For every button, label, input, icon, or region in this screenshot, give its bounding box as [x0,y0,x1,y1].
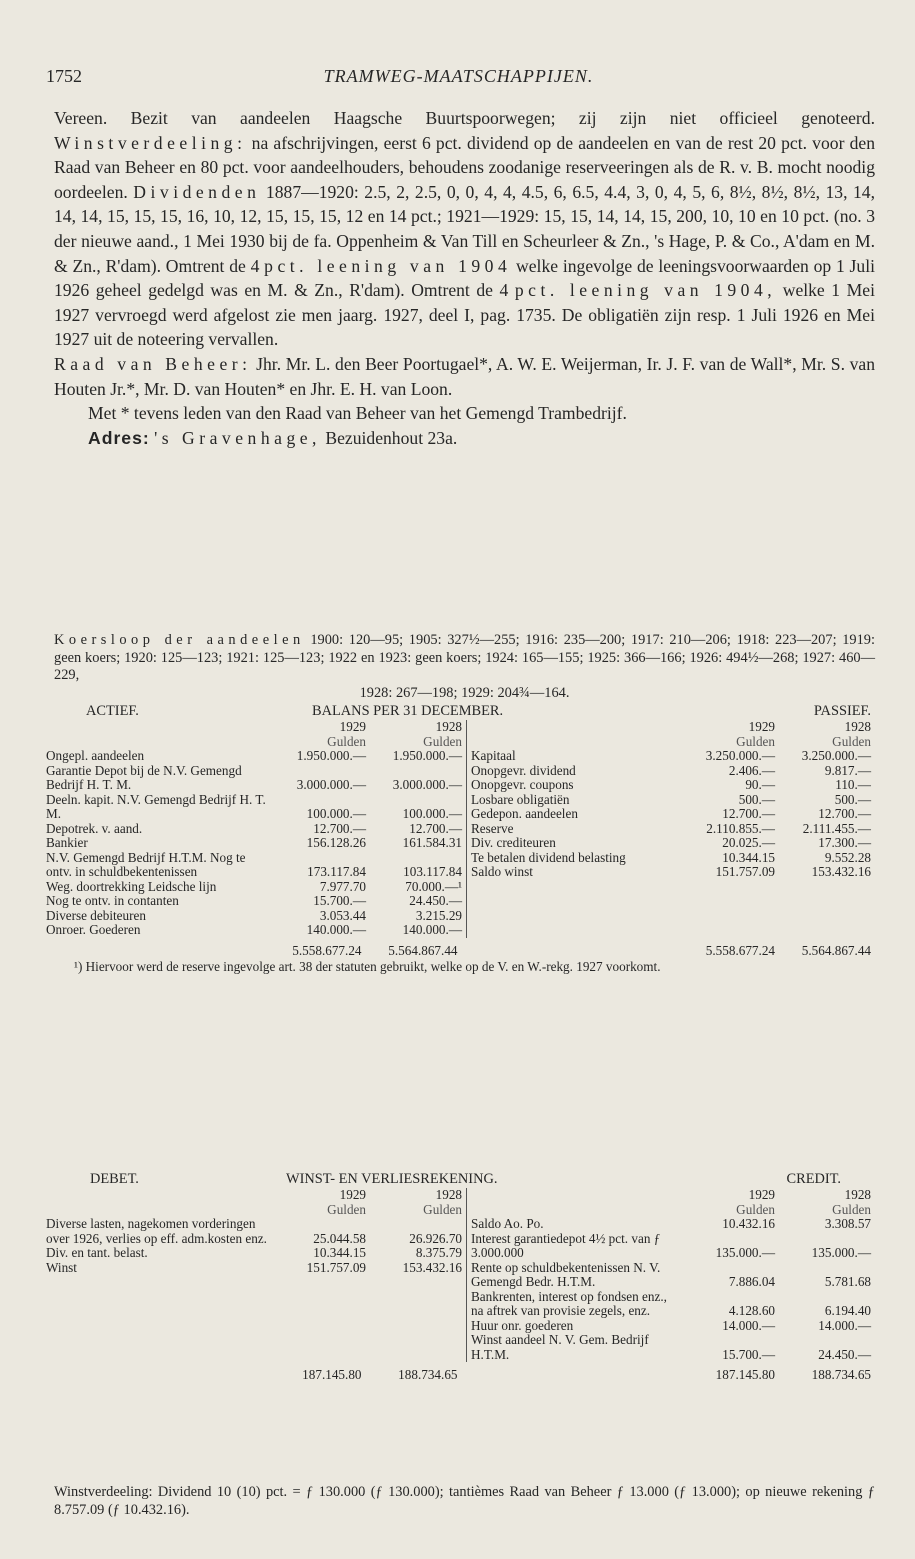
balance-totals: 5.558.677.24 5.564.867.44 5.558.677.24 5.564.867.44 [292,942,871,958]
value-1929: 10.344.15 [722,849,775,865]
value-1929: 500.— [738,791,775,807]
passief-heading: PASSIEF. [813,703,871,719]
value-1928: 14.000.— [818,1317,871,1333]
row-label: Nog te ontv. in contanten [46,893,179,908]
row-label: Diverse debiteuren [46,907,146,923]
share-price-history: Koersloop der aandeelen 1900: 120—95; 1905: 327½—255; 1916: 235—200; 1917: 210—206; 1918: 223—207; 1919: geen koers; 1920: 125—123; 1921: 125—123; 1922 en 1923: geen koers; 1924: 165—155; 1925: 366—166; 1926: 494½—268; 1927: 460—229, 1928: 267—198; 1929: 204¾—164. [54,632,875,701]
value-1928: 1.950.000.— [392,748,462,763]
value-1928: 9.552.28 [824,849,871,865]
credit-row [471,1217,871,1232]
debet-column: 1929 1928 Gulden Gulden Diverse lasten, nagekomen vorderingen over 1926, verlies op eff. adm.kosten enz. 25.044.58 26.926.70 Div. en tant. belast. 10.344.15 8.375.79 Winst 151.757.09 153.432.16 [46,1187,462,1275]
credit-row [471,1261,871,1290]
actief-column: 1929 1928 Gulden Gulden Ongepl. aandeelen 1.950.000.— 1.950.000.— Garantie Depot bij de N.V. Gemengd Bedrijf H. T. M. 3.000.000.— 3.000.000.— Deeln. kapit. N.V. Gemengd Bedrijf H. T. M. 100.000.— 100.000.— Depotrek. v. aand. 12.700.— 12.700.— Bankier 156.128.26 161.584.31 N.V. Gemengd Bedrijf H.T.M. Nog te ontv. in schuldbekentenissen 173.117.84 103.117.84 Weg. doortrekking Leidsche lijn 7.977.70 70.000.—¹ Nog te ontv. in contanten 15.700.— 24.450.— Diverse debiteuren 3.053.44 3.215.29 Onroer. Goederen 140.000.— 140.000.— [46,719,462,937]
passief-row [471,764,871,779]
value-1928: 6.194.40 [824,1303,871,1318]
page-header [46,66,871,90]
debet-row [46,1261,462,1276]
value-1929: 4.128.60 [728,1303,775,1318]
row-label: Huur onr. goederen [471,1317,574,1333]
passief-row [471,851,871,866]
passief-row [471,836,871,851]
row-label: Interest garantiedepot 4½ pct. van ƒ 3.000.000 [471,1230,661,1260]
credit-heading: CREDIT. [786,1171,841,1187]
value-1928: 26.926.70 [409,1230,462,1246]
actief-row [46,793,462,822]
value-1928: 103.117.84 [403,864,462,879]
value-1929: 3.053.44 [319,907,366,923]
actief-row [46,894,462,909]
value-1928: 12.700.— [409,820,462,836]
value-1929: 2.110.855.— [706,820,775,836]
value-1929: 156.128.26 [306,835,366,850]
balance-sheet [46,704,871,975]
running-title: TRAMWEG-MAATSCHAPPIJEN. [323,66,594,86]
value-1928: 3.215.29 [415,907,462,923]
value-1929: 1.950.000.— [296,748,366,763]
row-label: Te betalen dividend belasting [471,849,626,865]
value-1928: 153.432.16 [402,1259,462,1275]
actief-row [46,822,462,837]
passief-row [471,749,871,764]
passief-row [471,778,871,793]
value-1928: 70.000.—¹ [405,878,462,894]
value-1929: 100.000.— [306,806,366,821]
debet-heading: DEBET. [90,1171,139,1187]
value-1929: 3.000.000.— [296,777,366,792]
value-1928: 161.584.31 [402,835,462,850]
passief-row [471,822,871,837]
actief-row [46,764,462,793]
value-1928: 24.450.— [818,1346,871,1362]
actief-row [46,880,462,895]
value-1929: 151.757.09 [715,864,775,879]
row-label: Losbare obligatiën [471,791,570,807]
row-label: Ongepl. aandeelen [46,748,145,763]
value-1928: 9.817.— [824,762,871,778]
value-1928: 100.000.— [402,806,462,821]
value-1928: 140.000.— [402,922,462,937]
passief-row [471,865,871,880]
pl-title: WINST- EN VERLIESREKENING. [286,1171,498,1187]
actief-row [46,851,462,880]
value-1929: 140.000.— [306,922,366,937]
value-1929: 7.977.70 [319,878,366,894]
value-1929: 15.700.— [313,893,366,908]
paragraph-address: Adres: 's Gravenhage, Bezuidenhout 23a. [88,427,458,448]
passief-row [471,793,871,808]
value-1929: 25.044.58 [313,1230,366,1246]
row-label: Saldo Ao. Po. [471,1216,544,1231]
credit-row [471,1333,871,1362]
paragraph-note: Met * tevens leden van den Raad van Beheer van het Gemengd Trambedrijf. [88,403,627,424]
value-1928: 110.— [835,777,871,792]
value-1928: 8.375.79 [415,1245,462,1260]
row-label: Weg. doortrekking Leidsche lijn [46,878,217,894]
passief-column: 1929 1928 Gulden Gulden Kapitaal 3.250.000.— 3.250.000.— Onopgevr. dividend 2.406.— 9.817.— Onopgevr. coupons 90.— 110.— Losbare obligatiën 500.— 500.— Gedepon. aandeelen 12.700.— 12.700.— Reserve 2.110.855.— 2.111.455.— Div. crediteuren 20.025.— 17.300.— Te betalen dividend belasting 10.344.15 9.552.28 Saldo winst 151.757.09 153.432.16 [466,720,871,938]
row-label: Div. crediteuren [471,835,556,850]
page-number: 1752 [46,66,82,86]
value-1928: 2.111.455.— [802,820,871,836]
row-label: Diverse lasten, nagekomen vorderingen over 1926, verlies op eff. adm.kosten enz. [46,1216,267,1246]
value-1929: 90.— [745,777,775,792]
debet-row [46,1246,462,1261]
credit-row [471,1319,871,1334]
value-1929: 173.117.84 [307,864,366,879]
value-1929: 10.432.16 [722,1216,775,1231]
row-label: N.V. Gemengd Bedrijf H.T.M. Nog te ontv. in schuldbekentenissen [46,849,246,879]
row-label: Bankrenten, interest op fondsen enz., na aftrek van provisie zegels, enz. [471,1288,667,1318]
value-1928: 3.250.000.— [801,748,871,763]
actief-row [46,923,462,938]
pl-totals: 187.145.80 188.734.65 187.145.80 188.734.65 [302,1367,871,1382]
actief-heading: ACTIEF. [86,703,139,719]
value-1928: 12.700.— [818,806,871,821]
value-1929: 14.000.— [722,1317,775,1333]
value-1928: 5.781.68 [824,1274,871,1289]
actief-row [46,836,462,851]
row-label: Depotrek. v. aand. [46,820,143,836]
row-label: Div. en tant. belast. [46,1245,148,1260]
value-1929: 20.025.— [722,835,775,850]
row-label: Reserve [471,820,514,836]
value-1928: 24.450.— [409,893,462,908]
row-label: Onopgevr. coupons [471,777,574,792]
row-label: Rente op schuldbekentenissen N. V. Gemengd Bedr. H.T.M. [471,1259,661,1289]
value-1929: 2.406.— [728,762,775,778]
paragraph-board: Raad van Beheer: Jhr. Mr. L. den Beer Poortugael*, A. W. E. Weijerman, Ir. J. F. van de Wall*, Mr. S. van Houten Jr.*, Mr. D. van Houten* en Jhr. E. H. van Loon. [54,353,875,399]
value-1928: 500.— [834,791,871,807]
value-1929: 15.700.— [722,1346,775,1362]
value-1929: 135.000.— [715,1245,775,1260]
row-label: Onroer. Goederen [46,922,141,937]
value-1928: 135.000.— [811,1245,871,1260]
value-1929: 151.757.09 [306,1259,366,1275]
balance-footnote: ¹) Hiervoor werd de reserve ingevolge art. 38 der statuten gebruikt, welke op de V. en W.-rekg. 1927 voorkomt. [74,959,661,974]
company-description [54,106,875,450]
value-1928: 153.432.16 [811,864,871,879]
passief-row [471,807,871,822]
row-label: Saldo winst [471,864,533,879]
balance-title: BALANS PER 31 DECEMBER. [312,703,504,719]
paragraph-main: Vereen. Bezit van aandeelen Haagsche Buurtspoorwegen; zij zijn niet officieel genoteerd. Winstverdeeling: na afschrijvingen, eerst 6 pct. dividend op de aandeelen en van de rest 20 pct. voor den Raad van Beheer en 80 pct. voor aandeelhouders, behoudens zoodanige reserveeringen als de R. v. B. mocht noodig oordeelen. Dividenden 1887—1920: 2.5, 2, 2.5, 0, 0, 4, 4, 4.5, 6, 6.5, 4.4, 3, 0, 4, 5, 6, 8½, 8½, 8½, 13, 14, 14, 14, 15, 15, 15, 16, 10, 12, 15, 15, 15, 12 en 14 pct.; 1921—1929: 15, 15, 14, 14, 15, 200, 10, 10 en 10 pct. (no. 3 der nieuwe aand., 1 Mei 1930 bij de fa. Oppenheim & Van Till en Scheurleer & Zn., 's Hage, P. & Co., A'dam en M. & Zn., R'dam). Omtrent de 4 pct. leening van 1904 welke ingevolge de leeningsvoorwaarden op 1 Juli 1926 geheel gedelgd was en M. & Zn., R'dam). Omtrent de 4 pct. leening van 1904, welke 1 Mei 1927 vervroegd werd afgelost zie men jaarg. 1927, deel I, pag. 1735. De obligatiën zijn resp. 1 Juli 1926 en Mei 1927 uit de noteering vervallen. [54,108,876,350]
value-1929: 10.344.15 [313,1245,366,1260]
profit-distribution: Winstverdeeling: Dividend 10 (10) pct. = ƒ 130.000 (ƒ 130.000); tantièmes Raad van Beheer ƒ 13.000 (ƒ 13.000); op nieuwe rekening ƒ 8.757.09 (ƒ 10.432.16). [54,1484,875,1518]
credit-row [471,1232,871,1261]
profit-loss-account [46,1172,871,1383]
row-label: Onopgevr. dividend [471,762,576,778]
value-1928: 17.300.— [818,835,871,850]
row-label: Winst aandeel N. V. Gem. Bedrijf H.T.M. [471,1332,649,1362]
row-label: Deeln. kapit. N.V. Gemengd Bedrijf H. T. M. [46,791,266,821]
value-1928: 3.308.57 [824,1216,871,1231]
credit-row [471,1290,871,1319]
value-1929: 3.250.000.— [705,748,775,763]
value-1929: 12.700.— [313,820,366,836]
row-label: Winst [46,1259,77,1275]
value-1928: 3.000.000.— [392,777,462,792]
debet-row [46,1217,462,1246]
value-1929: 7.886.04 [728,1274,775,1289]
value-1929: 12.700.— [722,806,775,821]
row-label: Gedepon. aandeelen [471,806,578,821]
actief-row [46,909,462,924]
credit-column: 1929 1928 Gulden Gulden Saldo Ao. Po. 10.432.16 3.308.57 Interest garantiedepot 4½ pct. van ƒ 3.000.000 135.000.— 135.000.— Rente op schuldbekentenissen N. V. Gemengd Bedr. H.T.M. 7.886.04 5.781.68 Bankrenten, interest op fondsen enz., na aftrek van provisie zegels, enz. 4.128.60 6.194.40 Huur onr. goederen 14.000.— 14.000.— Winst aandeel N. V. Gem. Bedrijf H.T.M. 15.700.— 24.450.— [466,1188,871,1362]
row-label: Kapitaal [471,748,516,763]
row-label: Garantie Depot bij de N.V. Gemengd Bedrijf H. T. M. [46,762,242,792]
actief-row [46,749,462,764]
row-label: Bankier [46,835,88,850]
